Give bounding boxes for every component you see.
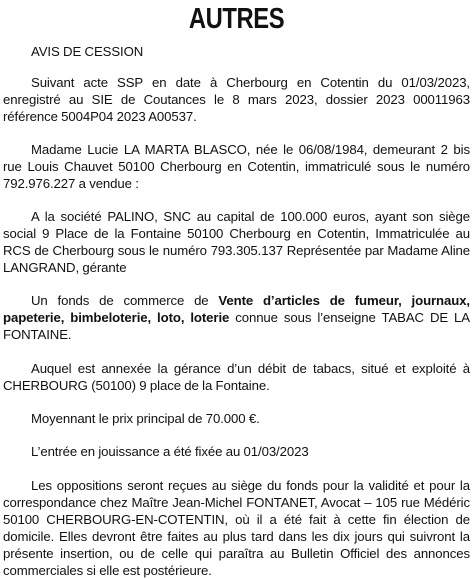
fonds-suffix: connue sous l’enseigne TABAC DE LA FONTAINE. — [3, 310, 470, 342]
fonds-prefix: Un fonds de commerce de — [31, 293, 219, 308]
paragraph-price: Moyennant le prix principal de 70.000 €. — [31, 411, 260, 426]
paragraph-buyer: A la société PALINO, SNC au capital de 100.000 euros, ayant son siège social 9 Place de la Fontaine 50100 Cherbourg en Cotentin, Immatriculée au RCS de Cherbourg sous le numéro 793.305.137 Représentée par Madame Aline LANGRAND, gérante — [3, 209, 470, 275]
paragraph-vendor: Madame Lucie LA MARTA BLASCO, née le 06/08/1984, demeurant 2 bis rue Louis Chauvet 50100 Cherbourg en Cotentin, immatriculé sous le numéro 792.976.227 a vendue : — [3, 142, 470, 191]
paragraph-fonds — [3, 292, 470, 343]
section-title: AUTRES — [188, 3, 285, 35]
paragraph-annex: Auquel est annexée la gérance d’un débit de tabacs, situé et exploité à CHERBOURG (50100) 9 place de la Fontaine. — [3, 361, 470, 393]
paragraph-opposition: Les oppositions seront reçues au siège du fonds pour la validité et pour la correspondance chez Maître Jean-Michel FONTANET, Avocat – 105 rue Médéric 50100 CHERBOURG-EN-COTENTIN, où il a été fait à cette fin élection de domicile. Elles devront être faites au plus tard dans les dix jours qui suivront la présente insertion, ou de celle qui paraîtra au Bulletin Officiel des annonces commerciales si elle est postérieure. — [3, 478, 470, 578]
paragraph-acte: Suivant acte SSP en date à Cherbourg en Cotentin du 01/03/2023, enregistré au SIE de Coutances le 8 mars 2023, dossier 2023 00011963 référence 5004P04 2023 A00537. — [3, 75, 470, 124]
paragraph-entry: L’entrée en jouissance a été fixée au 01/03/2023 — [31, 444, 309, 459]
fonds-activity: Vente d’articles de fumeur, journaux, papeterie, bimbeloterie, loto, loterie — [3, 293, 470, 325]
notice-heading: AVIS DE CESSION — [31, 44, 144, 59]
